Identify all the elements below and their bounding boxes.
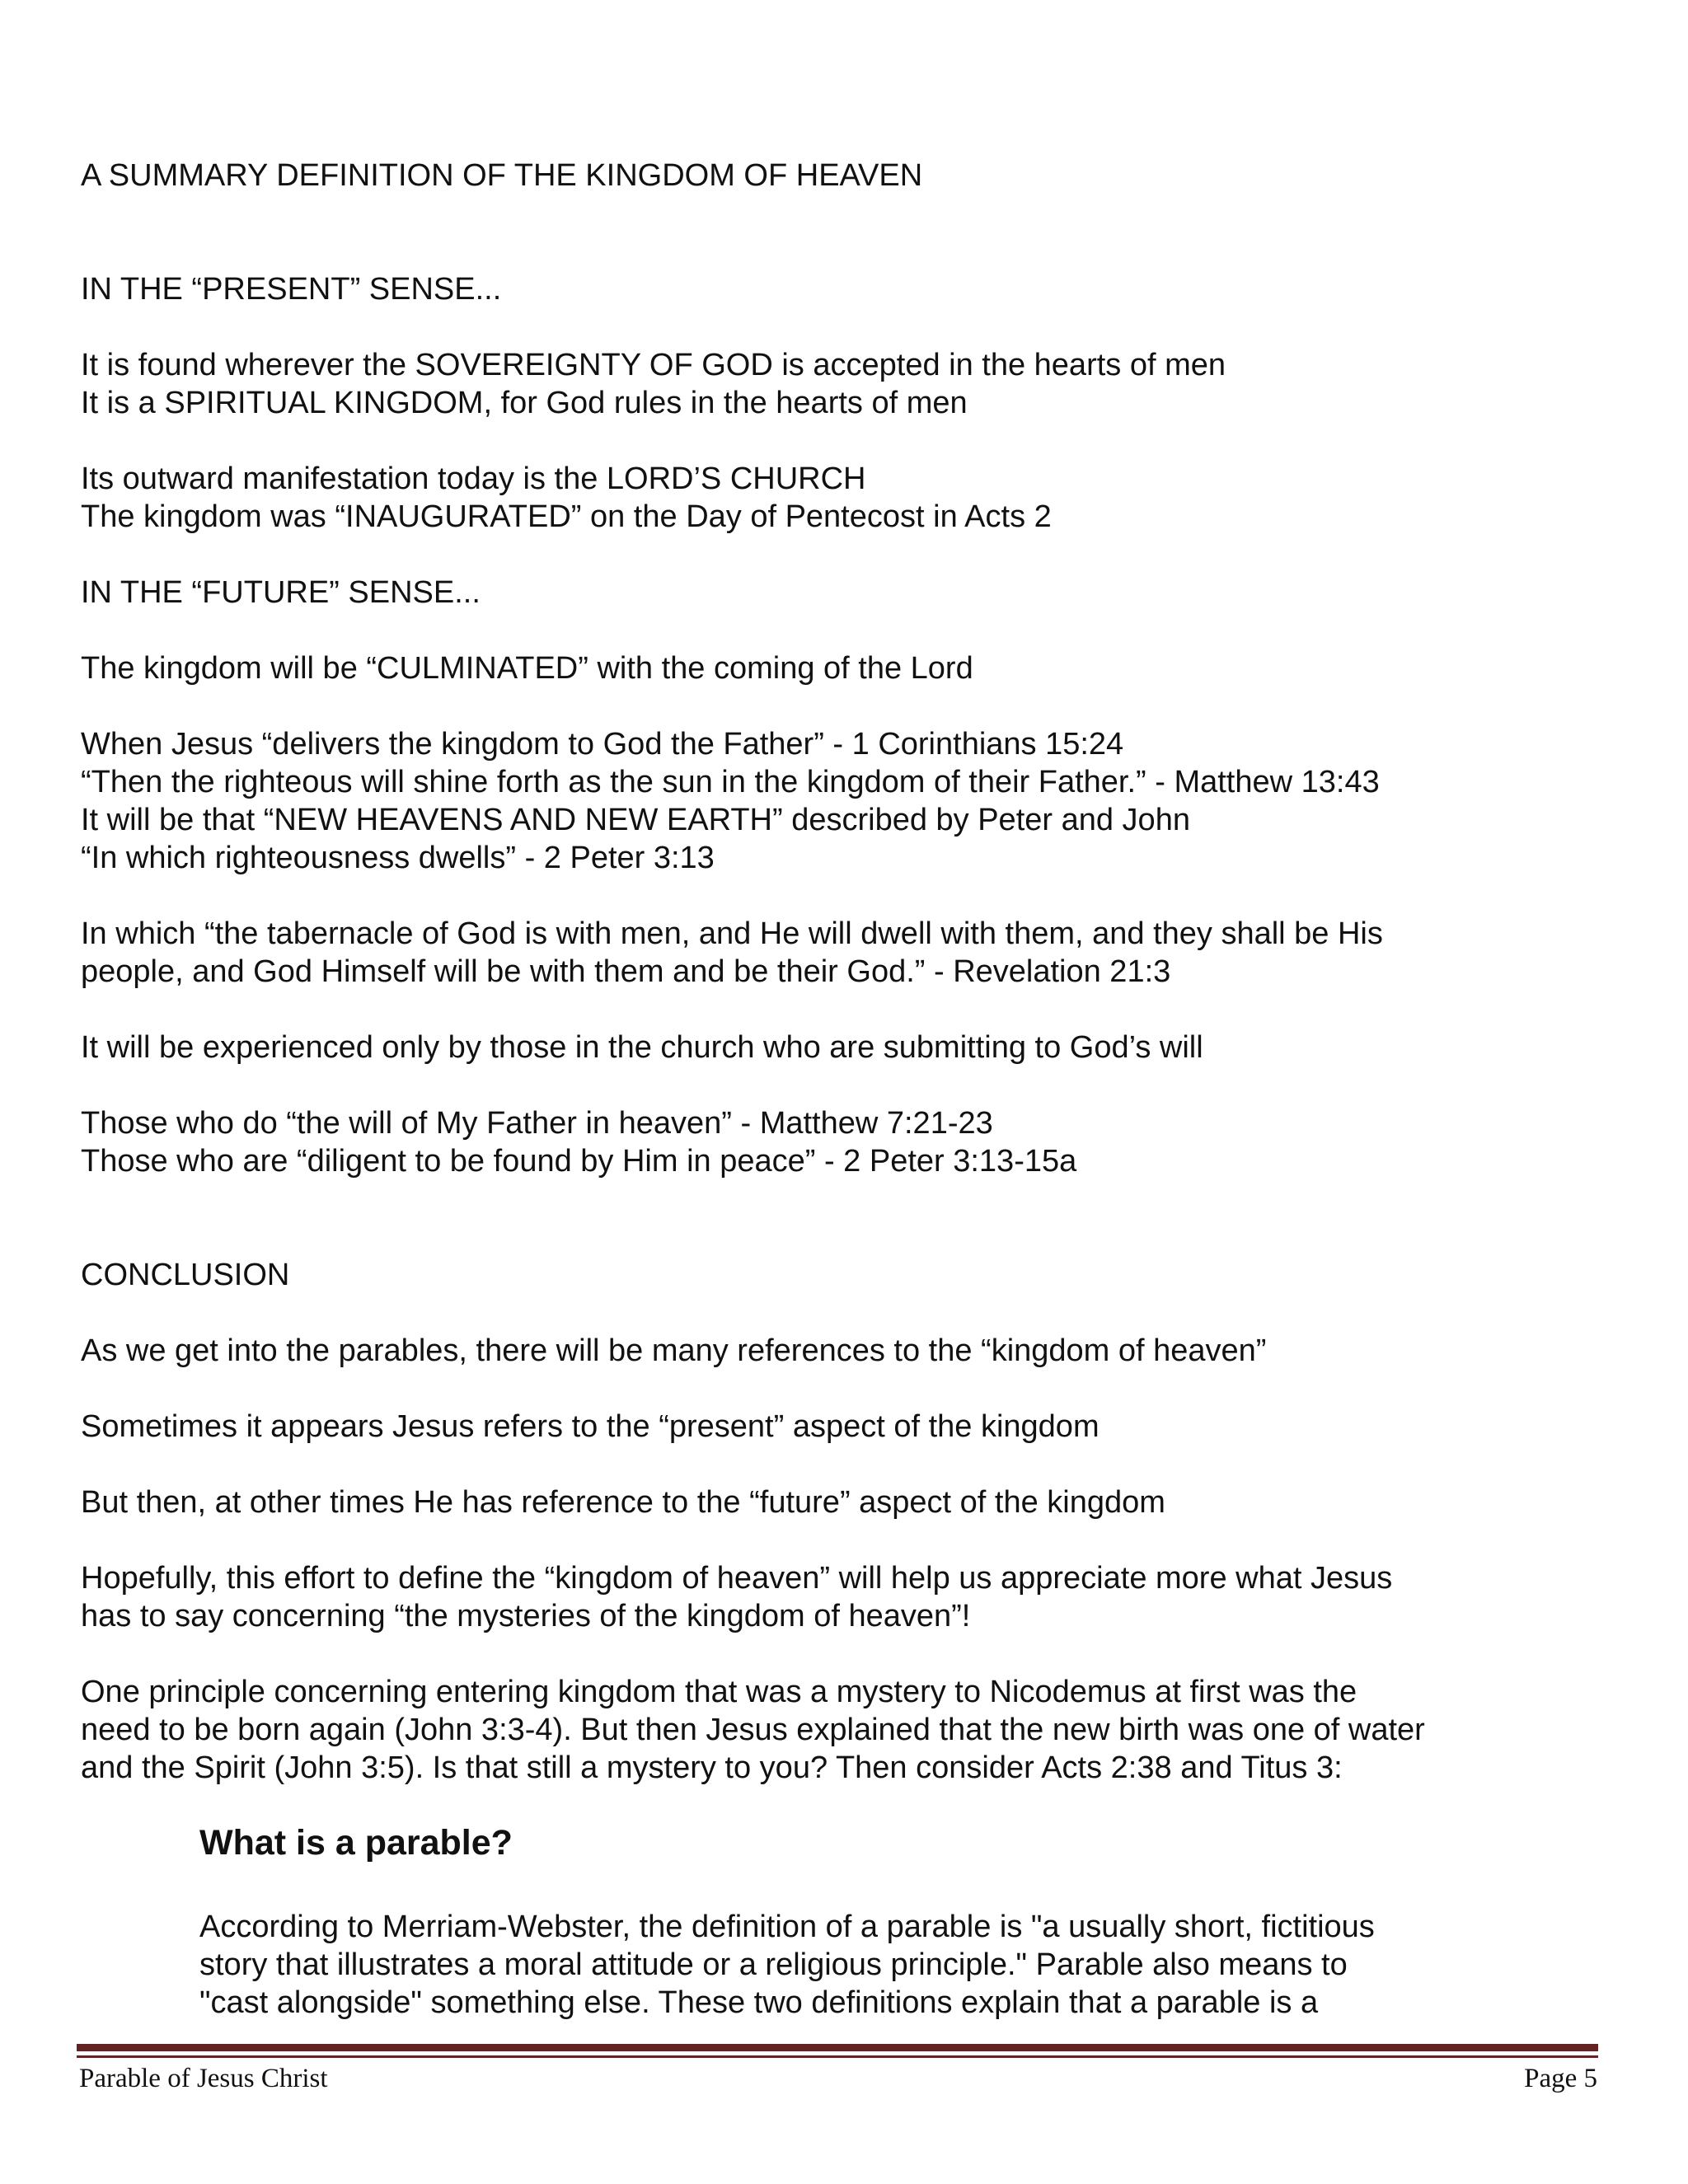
conclusion-line-8: and the Spirit (John 3:5). Is that still a mystery to you? Then consider Acts 2:38 and Titus 3: [81, 1750, 1343, 1785]
future-line-7: people, and God Himself will be with them and be their God.” - Revelation 21:3 [81, 954, 1171, 989]
main-heading: A SUMMARY DEFINITION OF THE KINGDOM OF HEAVEN [81, 158, 923, 193]
conclusion-line-1: As we get into the parables, there will be many references to the “kingdom of heaven” [81, 1333, 1267, 1368]
conclusion-heading: CONCLUSION [81, 1258, 290, 1292]
footer-title: Parable of Jesus Christ [79, 2064, 328, 2093]
conclusion-line-3: But then, at other times He has reference to the “future” aspect of the kingdom [81, 1485, 1165, 1520]
conclusion-line-6: One principle concerning entering kingdom that was a mystery to Nicodemus at first was the [81, 1675, 1357, 1709]
future-line-5: “In which righteousness dwells” - 2 Peter 3:13 [81, 841, 715, 875]
footer-rule-thick [77, 2044, 1598, 2051]
future-line-3: “Then the righteous will shine forth as the sun in the kingdom of their Father.” - Matthew 13:43 [81, 765, 1380, 799]
parable-line-1: According to Merriam-Webster, the definition of a parable is "a usually short, fictitious [199, 1910, 1375, 1944]
future-line-10: Those who are “diligent to be found by Him in peace” - 2 Peter 3:13-15a [81, 1144, 1077, 1179]
conclusion-line-2: Sometimes it appears Jesus refers to the “present” aspect of the kingdom [81, 1409, 1100, 1444]
present-line-4: The kingdom was “INAUGURATED” on the Day of Pentecost in Acts 2 [81, 499, 1052, 534]
future-sense-heading: IN THE “FUTURE” SENSE... [81, 575, 481, 610]
footer-rule-thin [77, 2055, 1598, 2058]
parable-line-2: story that illustrates a moral attitude or a religious principle." Parable also means to [199, 1947, 1348, 1982]
conclusion-line-5: has to say concerning “the mysteries of the kingdom of heaven”! [81, 1599, 971, 1633]
future-line-1: The kingdom will be “CULMINATED” with the coming of the Lord [81, 651, 973, 686]
future-line-4: It will be that “NEW HEAVENS AND NEW EARTH” described by Peter and John [81, 803, 1190, 837]
conclusion-line-7: need to be born again (John 3:3-4). But then Jesus explained that the new birth was one of water [81, 1713, 1425, 1747]
footer-page-number: Page 5 [1524, 2064, 1597, 2093]
present-line-1: It is found wherever the SOVEREIGNTY OF GOD is accepted in the hearts of men [81, 348, 1226, 382]
conclusion-line-4: Hopefully, this effort to define the “kingdom of heaven” will help us appreciate more what Jesus [81, 1561, 1393, 1596]
present-line-2: It is a SPIRITUAL KINGDOM, for God rules in the hearts of men [81, 386, 968, 420]
present-sense-heading: IN THE “PRESENT” SENSE... [81, 272, 502, 307]
future-line-8: It will be experienced only by those in the church who are submitting to God’s will [81, 1030, 1203, 1065]
future-line-9: Those who do “the will of My Father in heaven” - Matthew 7:21-23 [81, 1106, 993, 1141]
present-line-3: Its outward manifestation today is the LORD’S CHURCH [81, 462, 866, 496]
parable-heading: What is a parable? [199, 1823, 513, 1863]
future-line-2: When Jesus “delivers the kingdom to God the Father” - 1 Corinthians 15:24 [81, 727, 1124, 762]
future-line-6: In which “the tabernacle of God is with men, and He will dwell with them, and they shall be His [81, 916, 1383, 951]
parable-line-3: "cast alongside" something else. These two definitions explain that a parable is a [199, 1985, 1319, 2020]
